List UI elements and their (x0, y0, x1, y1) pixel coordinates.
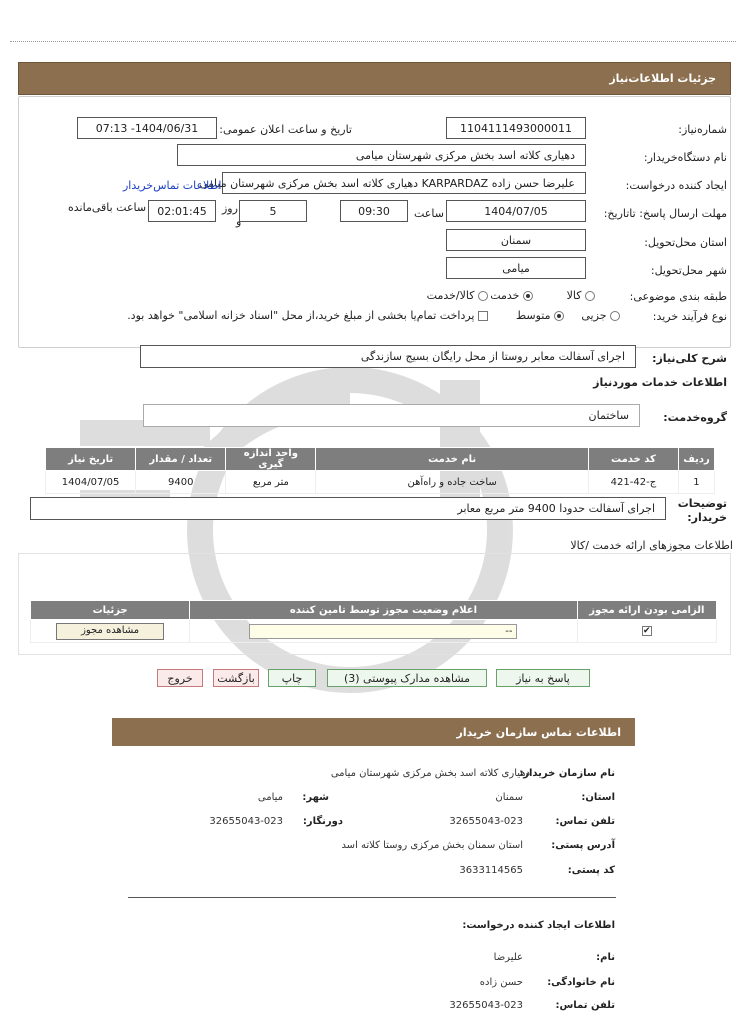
col-license-details: جزئیات (31, 601, 190, 620)
radio-icon[interactable] (585, 291, 595, 301)
category-option-goods[interactable]: کالا (567, 289, 595, 302)
cell-license-details (31, 620, 190, 643)
remaining-time-field: 02:01:45 (148, 200, 216, 222)
category-option-goods-service[interactable]: کالا/خدمت (427, 289, 488, 302)
contact-postal-label: کد پستی: (567, 865, 615, 876)
deadline-date-field: 1404/07/05 (446, 200, 586, 222)
cell-license-required (577, 620, 716, 643)
radio-selected-icon[interactable] (523, 291, 533, 301)
licenses-table (30, 600, 717, 643)
back-button[interactable]: بازگشت (213, 669, 259, 687)
deadline-time-label: ساعت (414, 207, 444, 220)
col-need-date: تاریخ نیاز (46, 448, 136, 471)
contact-divider (128, 897, 616, 898)
cell-service-name: ساخت جاده و راه‌آهن (316, 471, 588, 494)
buyer-org-field: دهیاری کلاته اسد بخش مرکزی شهرستان میامی (177, 144, 586, 166)
contact-postal-value: 3633114565 (459, 865, 523, 876)
announce-label: تاریخ و ساعت اعلان عمومی: (219, 123, 352, 136)
service-group-field: ساختمان (143, 404, 640, 427)
cell-license-status (190, 620, 577, 643)
days-label: روز (222, 202, 238, 215)
view-license-button[interactable]: مشاهده مجوز (56, 623, 164, 640)
top-divider (10, 41, 736, 42)
contact-city-value: میامی (257, 792, 283, 803)
buyer-org-label: نام دستگاه‌خریدار: (643, 151, 727, 164)
deadline-label: مهلت ارسال پاسخ: تاتاریخ: (603, 207, 727, 220)
creator-family-value: حسن زاده (479, 977, 523, 988)
requester-field: علیرضا حسن زاده KARPARDAZ دهیاری کلاته اسد بخش مرکزی شهرستان میامی (222, 172, 586, 194)
col-license-required: الزامی بودن ارائه مجوز (577, 601, 716, 620)
contact-province-label: استان: (581, 792, 615, 803)
reply-button[interactable]: پاسخ به نیاز (496, 669, 590, 687)
licenses-table-header (31, 601, 717, 620)
col-service-code: کد خدمت (588, 448, 678, 471)
table-row (31, 620, 717, 643)
col-row: ردیف (678, 448, 714, 471)
need-number-label: شماره‌نیاز: (678, 123, 727, 136)
col-service-name: نام خدمت (316, 448, 588, 471)
description-label: شرح کلی‌نیاز: (652, 352, 727, 365)
days-field: 5 (239, 200, 307, 222)
col-license-status: اعلام وضعیت مجوز توسط تامین کننده (190, 601, 577, 620)
province-label: استان محل‌تحویل: (644, 236, 727, 249)
deadline-time-field: 09:30 (340, 200, 408, 222)
checkbox-icon[interactable] (478, 311, 488, 321)
checkbox-checked-icon: ✔ (643, 625, 651, 636)
treasury-option[interactable]: پرداخت تمام‌یا بخشی از مبلغ خرید،از محل "اسناد خزانه اسلامی" خواهد بود. (127, 309, 488, 322)
contact-phone-value: 32655043-023 (449, 816, 523, 827)
cell-unit: متر مربع (226, 471, 316, 494)
cell-row: 1 (678, 471, 714, 494)
contact-phone-label: تلفن تماس: (555, 816, 615, 827)
category-label: طبقه بندی موضوعی: (629, 290, 727, 303)
licenses-title: اطلاعات مجوزهای ارائه خدمت /کالا (570, 539, 733, 552)
creator-phone-value: 32655043-023 (449, 1000, 523, 1011)
announce-date-field: 1404/06/31- 07:13 (77, 117, 217, 139)
creator-phone-label: تلفن تماس: (555, 1000, 615, 1011)
creator-family-label: نام خانوادگی: (547, 977, 615, 988)
col-unit: واحد اندازه گیری (226, 448, 316, 471)
buyer-notes-field: اجرای آسفالت حدودا 9400 متر مربع معابر (30, 497, 666, 520)
buyer-notes-label: توضیحات خریدار: (677, 497, 727, 524)
category-option-service[interactable]: خدمت (490, 289, 533, 302)
contact-address-value: استان سمنان بخش مرکزی روستا کلاته اسد (341, 840, 523, 851)
radio-icon[interactable] (478, 291, 488, 301)
exit-button[interactable]: خروج (157, 669, 203, 687)
need-number-field: 1104111493000011 (446, 117, 586, 139)
creator-title: اطلاعات ایجاد کننده درخواست: (462, 920, 615, 931)
details-header (18, 62, 731, 95)
details-header-title: جزئیات اطلاعات‌نیاز (609, 72, 716, 85)
radio-icon[interactable] (610, 311, 620, 321)
creator-name-value: علیرضا (493, 952, 523, 963)
buyer-contact-title: اطلاعات تماس سازمان خریدار (456, 726, 621, 739)
requester-label: ایجاد کننده درخواست: (625, 179, 727, 192)
contact-fax-label: دورنگار: (302, 816, 343, 827)
description-field: اجرای آسفالت معابر روستا از محل رایگان بسیج سازندگی (140, 345, 636, 368)
cell-service-code: ج-42-421 (588, 471, 678, 494)
radio-selected-icon[interactable] (554, 311, 564, 321)
cell-need-date: 1404/07/05 (46, 471, 136, 494)
cell-quantity: 9400 (136, 471, 226, 494)
contact-org-label: نام سازمان خریدار: (519, 768, 615, 779)
contact-address-label: آدرس پستی: (551, 840, 615, 851)
process-option-minor[interactable]: جزیی (581, 309, 620, 322)
contact-city-label: شهر: (302, 792, 329, 803)
province-field: سمنان (446, 229, 586, 251)
remaining-label: ساعت باقی‌مانده (68, 201, 147, 214)
col-quantity: تعداد / مقدار (136, 448, 226, 471)
license-status-field[interactable]: -- (249, 624, 517, 639)
buyer-contact-header (112, 718, 635, 746)
buyer-contact-link[interactable]: اطلاعات تماس‌خریدار (123, 179, 222, 192)
services-title: اطلاعات خدمات موردنیاز (593, 376, 727, 389)
and-label: و (236, 215, 242, 228)
process-option-medium[interactable]: متوسط (516, 309, 564, 322)
contact-fax-value: 32655043-023 (209, 816, 283, 827)
service-group-label: گروه‌خدمت: (663, 411, 727, 424)
services-table (45, 447, 715, 494)
table-row (46, 471, 715, 494)
contact-province-value: سمنان (495, 792, 523, 803)
services-table-header (46, 448, 715, 471)
creator-name-label: نام: (596, 952, 615, 963)
contact-org-value: دهیاری کلاته اسد بخش مرکزی شهرستان میامی (330, 768, 530, 779)
city-field: میامی (446, 257, 586, 279)
city-label: شهر محل‌تحویل: (650, 264, 727, 277)
print-button[interactable]: چاپ (268, 669, 316, 687)
process-label: نوع فرآیند خرید: (652, 310, 727, 323)
view-attachments-button[interactable]: مشاهده مدارک پیوستی (3) (327, 669, 487, 687)
